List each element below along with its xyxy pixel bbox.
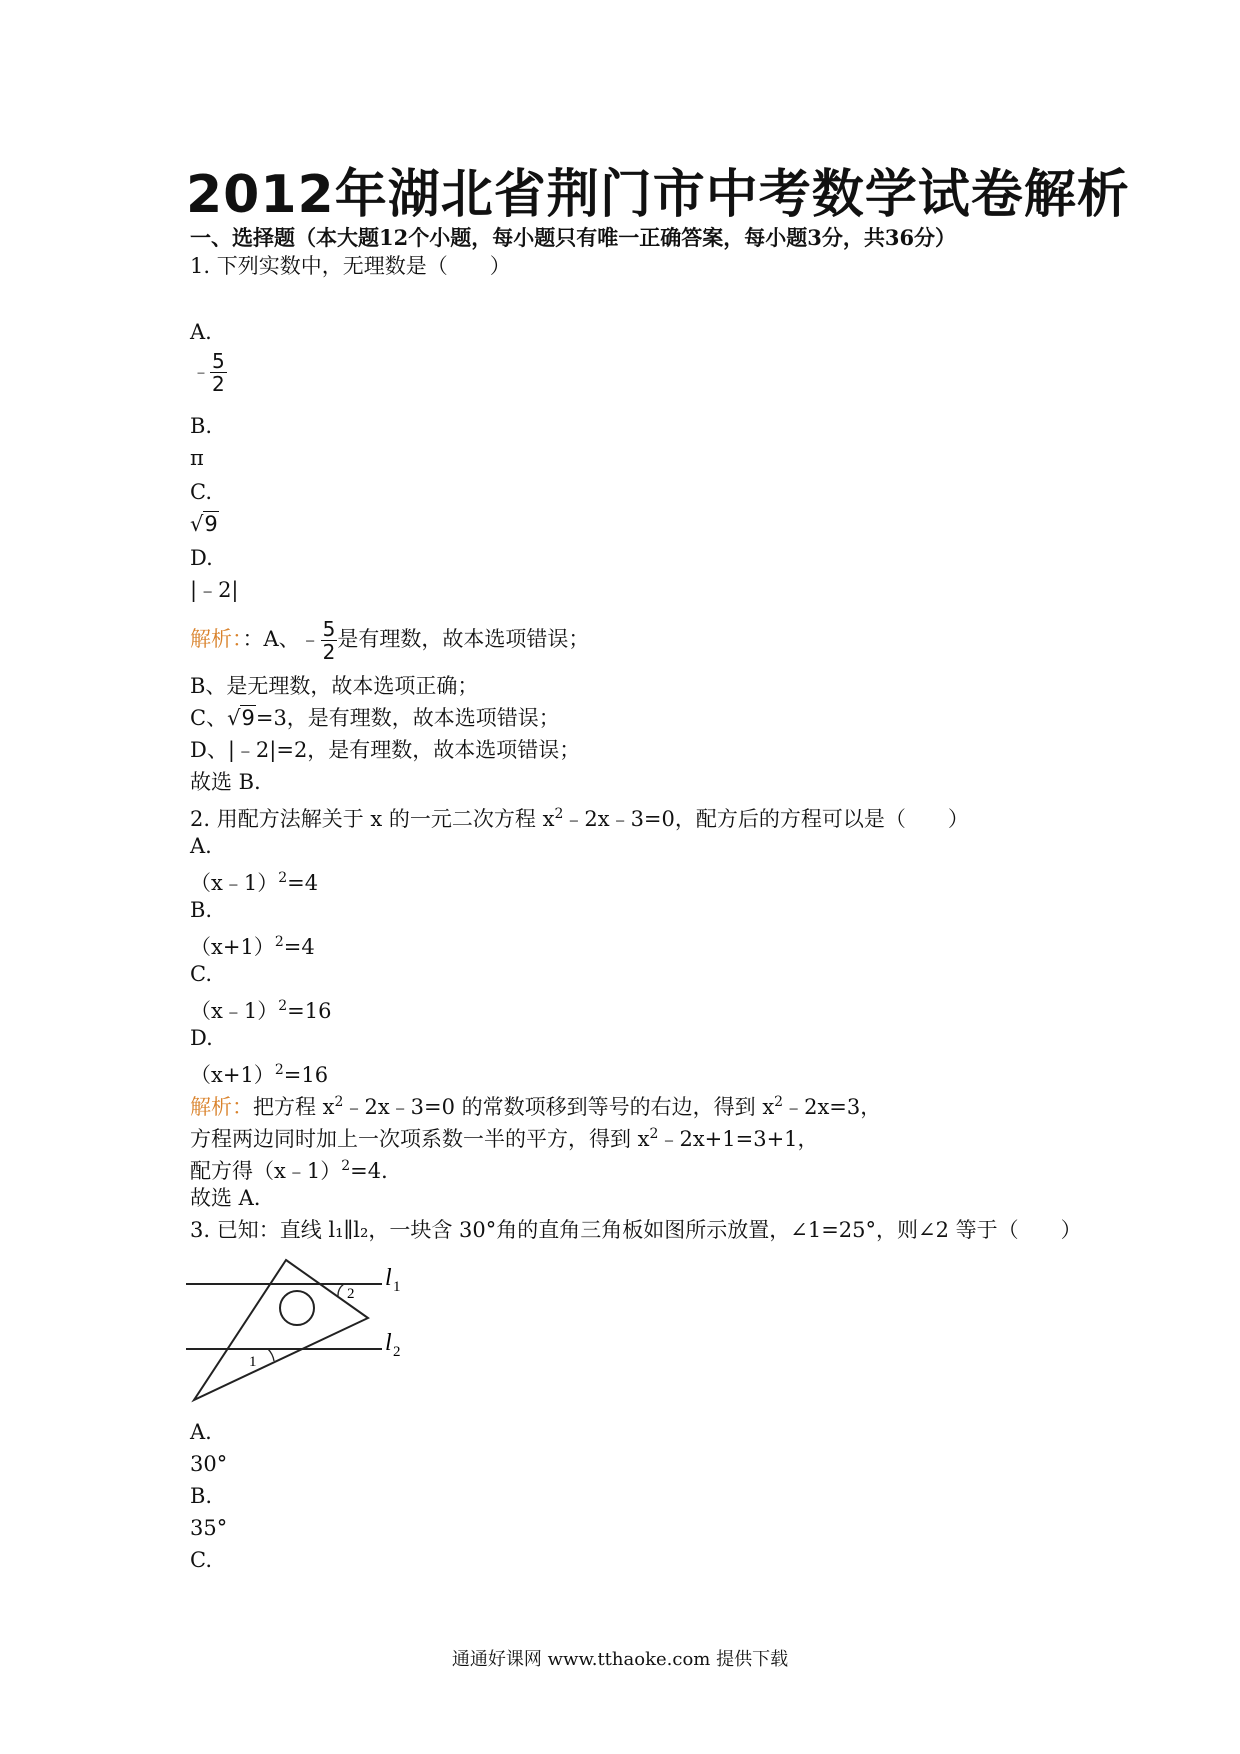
angle-1-arc [268, 1349, 274, 1361]
expr-base: （x﹣1） [190, 871, 279, 895]
expr-tail: =4 [283, 935, 315, 959]
page-title: 2012年湖北省荆门市中考数学试卷解析 [186, 165, 1130, 225]
q2-analysis-line-3 [190, 1152, 402, 1185]
analysis-part: ﹣2x+1=3+1， [658, 1127, 819, 1151]
q2-option-c-label: C. [190, 962, 212, 986]
q1-option-a-sign: ﹣ [192, 361, 210, 383]
q1-stem: 1. 下列实数中，无理数是（ ） [190, 254, 511, 278]
section-header: 一、选择题（本大题12个小题，每小题只有唯一正确答案，每小题3分，共36分） [190, 225, 957, 250]
exponent: 2 [341, 1158, 351, 1174]
expr-tail: =4 [287, 871, 319, 895]
analysis-label: 解析： [190, 627, 243, 651]
analysis-part: 方程两边同时加上一次项系数一半的平方，得到 x [190, 1127, 650, 1151]
q1-analysis-line-1 [190, 618, 589, 663]
q1-analysis-line-2: B、是无理数，故本选项正确； [190, 674, 479, 698]
expr-base: （x﹣1） [190, 999, 279, 1023]
l2-subscript: 2 [393, 1344, 401, 1360]
analysis-c-prefix: C、 [190, 706, 228, 730]
q2-option-a-value [190, 864, 318, 897]
q3-option-b-label: B. [190, 1484, 213, 1508]
q1-option-a-value [192, 350, 227, 395]
analysis-part: 把方程 x [253, 1095, 335, 1119]
q1-option-d-value: |﹣2| [190, 578, 239, 602]
page-footer: 通通好课网 www.tthaoke.com 提供下载 [451, 1649, 789, 1670]
analysis-c-suffix: =3，是有理数，故本选项错误； [255, 706, 560, 730]
fraction-denominator: 2 [212, 372, 225, 396]
exponent: 2 [649, 1126, 659, 1142]
analysis-part: ﹣2x=3， [783, 1095, 882, 1119]
triangle-hole [280, 1291, 314, 1325]
q3-option-a-label: A. [190, 1420, 212, 1444]
q1-option-d-label: D. [190, 546, 213, 570]
sqrt-symbol: √9 [190, 512, 218, 536]
q1-option-a-label: A. [190, 320, 212, 344]
angle-2-arc [338, 1284, 344, 1296]
q2-option-b-label: B. [190, 898, 213, 922]
expr-base: （x+1） [190, 935, 275, 959]
q1-option-a-fraction [210, 350, 227, 395]
fraction-numerator: 5 [212, 349, 225, 373]
q3-stem: 3. 已知：直线 l₁∥l₂，一块含 30°角的直角三角板如图所示放置，∠1=25°，则∠2 等于（ ） [190, 1218, 1082, 1242]
q2-option-b-value [190, 928, 315, 961]
analysis-a-suffix: 是有理数，故本选项错误； [337, 627, 590, 651]
q3-option-a-value: 30° [190, 1452, 228, 1476]
q1-option-b-value: π [190, 446, 204, 470]
exponent: 2 [278, 870, 288, 886]
q1-option-c-label: C. [190, 480, 212, 504]
analysis-part: =4． [350, 1159, 403, 1183]
q1-option-b-label: B. [190, 414, 213, 438]
q1-analysis-line-3 [190, 704, 560, 732]
l2-label: l [385, 1330, 392, 1356]
sqrt-radicand: 9 [241, 706, 255, 730]
q2-analysis-line-2 [190, 1120, 819, 1153]
analysis-part: ﹣2x﹣3=0 的常数项移到等号的右边，得到 x [343, 1095, 775, 1119]
q1-option-c-value [190, 510, 219, 538]
q3-figure [186, 1250, 416, 1410]
exponent: 2 [554, 806, 564, 822]
expr-base: （x+1） [190, 1063, 275, 1087]
expr-tail: =16 [283, 1063, 329, 1087]
q3-option-b-value: 35° [190, 1516, 228, 1540]
q3-option-c-label: C. [190, 1548, 212, 1572]
q2-option-c-value [190, 992, 331, 1025]
q1-analysis-line-4: D、|﹣2|=2，是有理数，故本选项错误； [190, 738, 581, 762]
angle-1-label: 1 [249, 1354, 257, 1370]
analysis-part: 配方得（x﹣1） [190, 1159, 342, 1183]
q2-analysis-line-1 [190, 1088, 881, 1121]
exponent: 2 [334, 1094, 344, 1110]
exponent: 2 [278, 998, 288, 1014]
sqrt-radicand: 9 [204, 512, 218, 536]
q2-option-a-label: A. [190, 834, 212, 858]
expr-tail: =16 [287, 999, 332, 1023]
triangle-ruler [194, 1260, 368, 1400]
q2-stem-part-1: 2. 用配方法解关于 x 的一元二次方程 x [190, 807, 555, 831]
q1-conclusion: 故选 B． [190, 770, 276, 794]
analysis-label: 解析： [190, 1095, 253, 1119]
q2-conclusion: 故选 A． [190, 1186, 275, 1210]
exponent: 2 [274, 934, 284, 950]
l1-subscript: 1 [393, 1279, 401, 1295]
analysis-a-fraction [321, 618, 338, 663]
exponent: 2 [274, 1062, 284, 1078]
q2-stem-part-2: ﹣2x﹣3=0，配方后的方程可以是（ ） [563, 807, 969, 831]
l1-label: l [385, 1265, 392, 1291]
q2-option-d-value [190, 1056, 328, 1089]
fraction-denominator: 2 [322, 640, 336, 664]
angle-2-label: 2 [347, 1286, 355, 1302]
fraction-numerator: 5 [322, 617, 336, 641]
q2-stem [190, 800, 969, 833]
analysis-a-prefix: ：A、﹣ [242, 627, 321, 651]
exponent: 2 [774, 1094, 784, 1110]
sqrt-symbol: √9 [227, 706, 255, 730]
q2-option-d-label: D. [190, 1026, 213, 1050]
